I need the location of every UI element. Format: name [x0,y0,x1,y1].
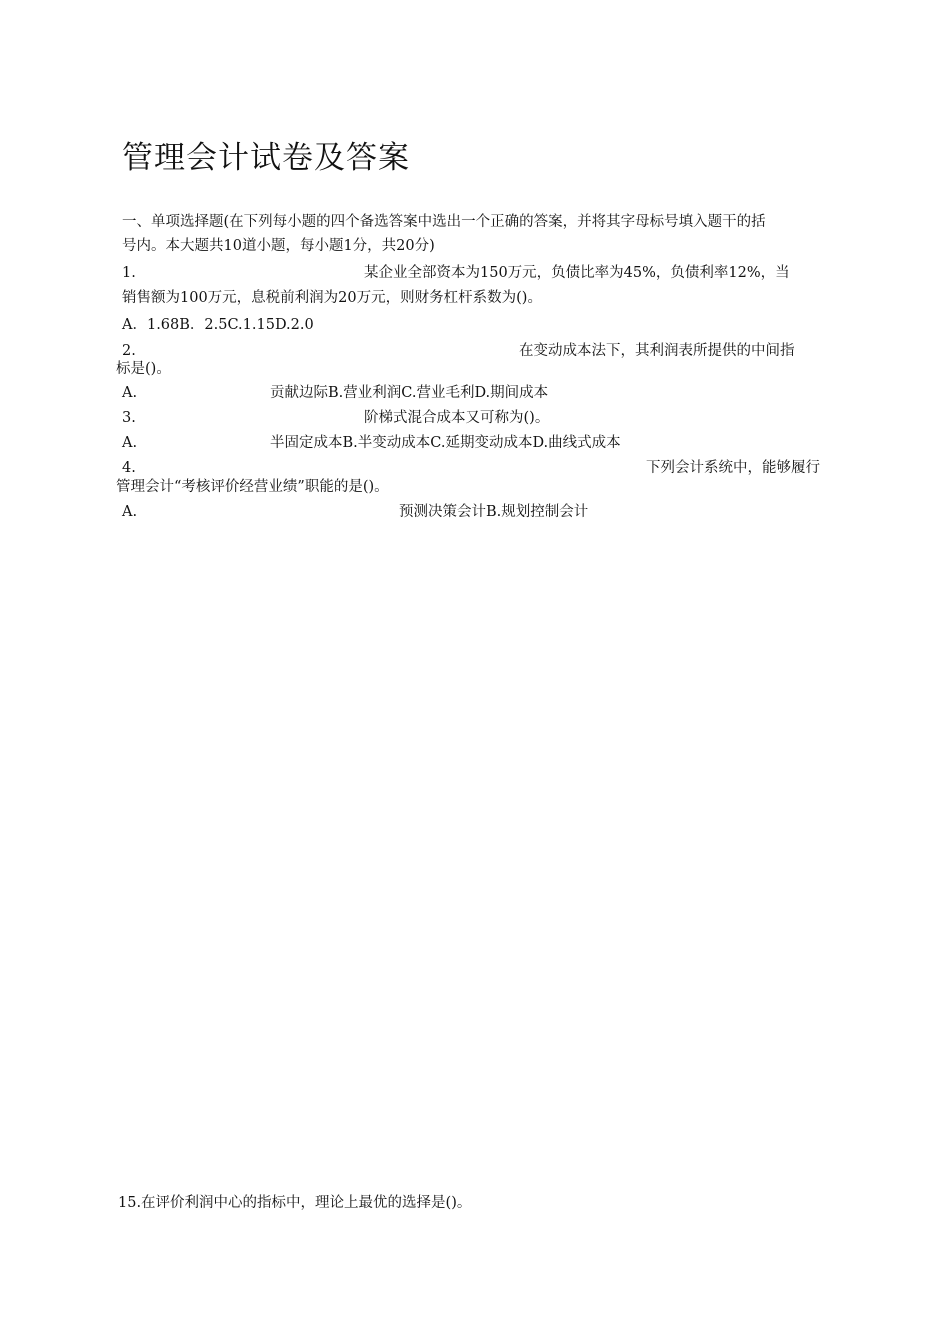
section-intro-line2: 号内。本大题共10道小题，每小题1分，共20分) [122,238,435,254]
question-1-text-line2: 销售额为100万元，息税前利润为20万元，则财务杠杆系数为()。 [122,290,542,306]
question-1-number: 1. [122,265,136,281]
question-2-options: 贡献边际B.营业利润C.营业毛利D.期间成本 [270,385,549,401]
question-2-text-line1: 在变动成本法下，其利润表所提供的中间指 [519,343,795,359]
question-4-text-line2: 管理会计“考核评价经营业绩”职能的是()。 [116,479,389,495]
question-2-text-line2: 标是()。 [116,361,171,377]
question-1-options: A．1.68B．2.5C.1.15D.2.0 [122,317,314,333]
question-3-options: 半固定成本B.半变动成本C.延期变动成本D.曲线式成本 [270,435,621,451]
question-4-text-line1: 下列会计系统中，能够履行 [646,460,820,476]
question-4-option-label: A. [122,504,138,520]
question-3-number: 3. [122,410,136,426]
page-title: 管理会计试卷及答案 [122,140,410,176]
question-2-option-label: A. [122,385,138,401]
question-15-text: 15.在评价利润中心的指标中，理论上最优的选择是()。 [118,1195,472,1211]
question-4-number: 4. [122,460,136,476]
question-3-option-label: A. [122,435,138,451]
section-intro-line1: 一、单项选择题(在下列每小题的四个备选答案中选出一个正确的答案，并将其字母标号填入题干的括 [122,214,766,230]
question-3-text: 阶梯式混合成本又可称为()。 [364,410,550,426]
question-1-text-line1: 某企业全部资本为150万元，负债比率为45%，负债利率12%，当 [364,265,790,281]
question-2-number: 2. [122,343,136,359]
question-4-options: 预测决策会计B.规划控制会计 [399,504,589,520]
